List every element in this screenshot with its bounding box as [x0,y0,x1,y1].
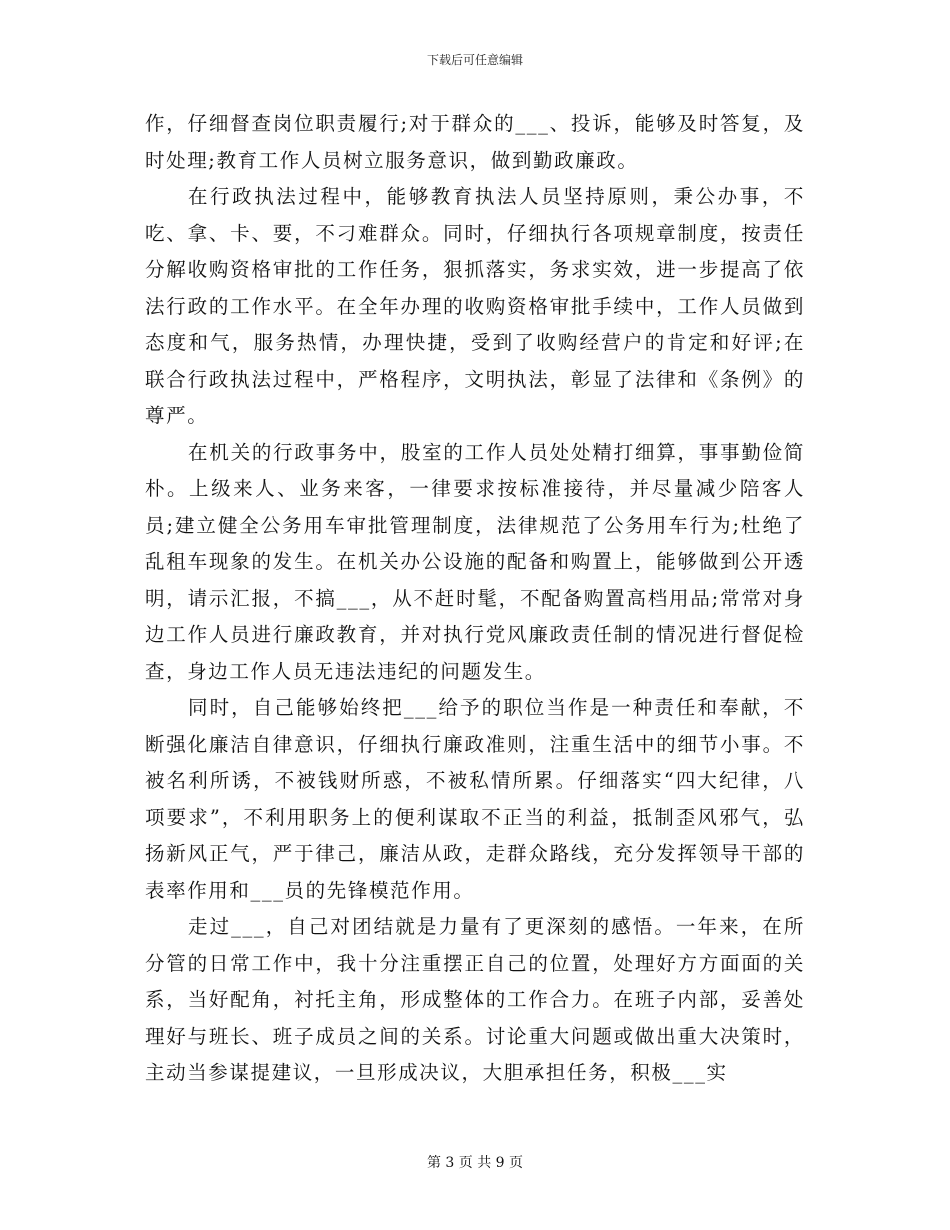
page-number: 第 3 页 共 9 页 [426,1155,524,1171]
paragraph-administrative-enforcement: 在行政执法过程中，能够教育执法人员坚持原则，秉公办事，不吃、拿、卡、要，不刁难群众。同时，仔细执行各项规章制度，按责任分解收购资格审批的工作任务，狠抓落实，务求实效，进一步提高了依法行政的工作水平。在全年办理的收购资格审批手续中，工作人员做到态度和气，服务热情，办理快捷，受到了收购经营户的肯定和好评;在联合行政执法过程中，严格程序，文明执法，彰显了法律和《条例》的尊严。 [145,185,805,427]
paragraph-continuation: 作，仔细督查岗位职责履行;对于群众的___、投诉，能够及时答复，及时处理;教育工作人员树立服务意识，做到勤政廉政。 [145,112,805,172]
paragraph-teamwork: 走过___，自己对团结就是力量有了更深刻的感悟。一年来，在所分管的日常工作中，我十分注重摆正自己的位置，处理好方方面面的关系，当好配角，衬托主角，形成整体的工作合力。在班子内部，妥善处理好与班长、班子成员之间的关系。讨论重大问题或做出重大决策时，主动当参谋提建议，一旦形成决议，大胆承担任务，积极___实 [145,915,805,1084]
document-body [145,106,805,1092]
paragraph-self-discipline: 同时，自己能够始终把___给予的职位当作是一种责任和奉献，不断强化廉洁自律意识，仔细执行廉政准则，注重生活中的细节小事。不被名利所诱，不被钱财所惑，不被私情所累。仔细落实“四大纪律，八项要求”，不利用职务上的便利谋取不正当的利益，抵制歪风邪气，弘扬新风正气，严于律己，廉洁从政，走群众路线，充分发挥领导干部的表率作用和___员的先锋模范作用。 [145,696,805,902]
page-header-note: 下载后可任意编辑 [426,53,523,67]
paragraph-administrative-affairs: 在机关的行政事务中，股室的工作人员处处精打细算，事事勤俭简朴。上级来人、业务来客，一律要求按标准接待，并尽量减少陪客人员;建立健全公务用车审批管理制度，法律规范了公务用车行为;杜绝了乱租车现象的发生。在机关办公设施的配备和购置上，能够做到公开透明，请示汇报，不搞___，从不赶时髦，不配备购置高档用品;常常对身边工作人员进行廉政教育，并对执行党风廉政责任制的情况进行督促检查，身边工作人员无违法违纪的问题发生。 [145,440,805,683]
